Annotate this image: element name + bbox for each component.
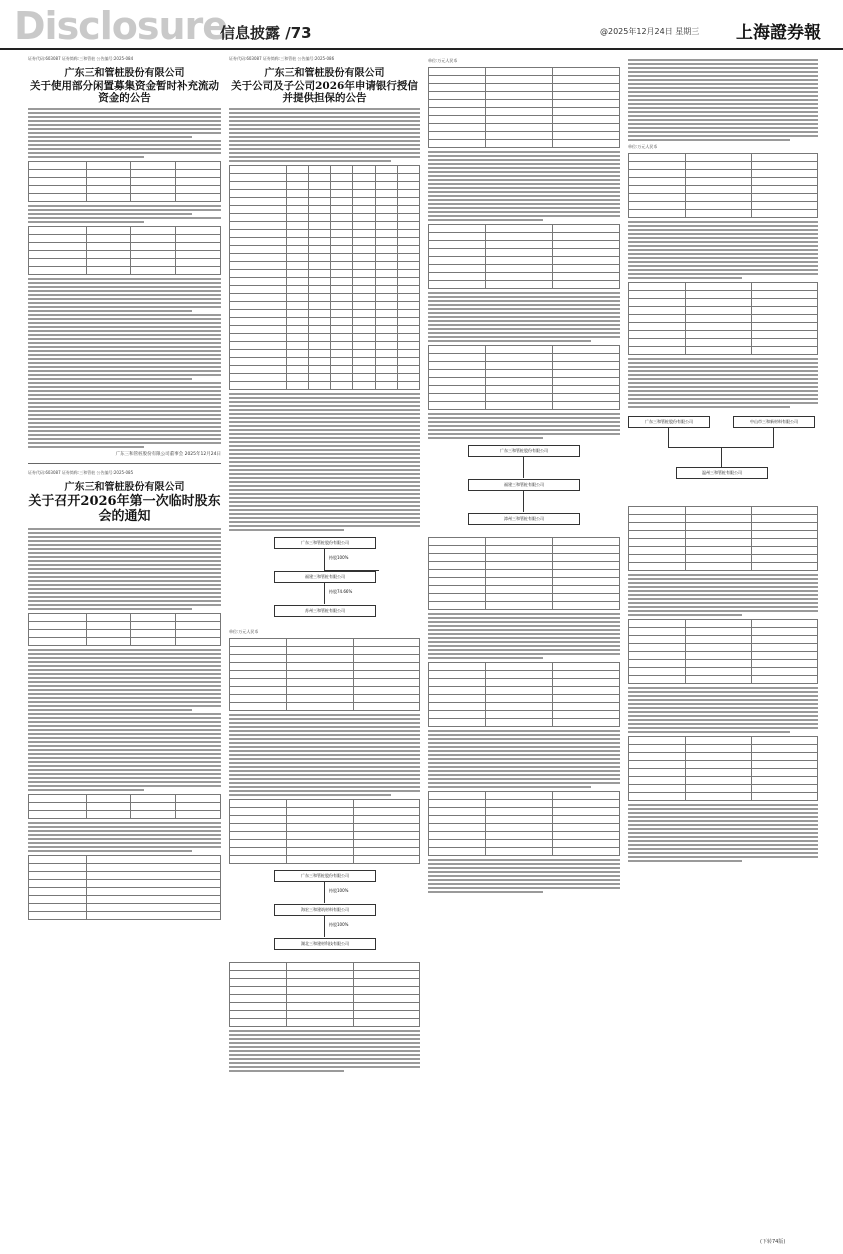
body-text — [28, 205, 221, 223]
body-text — [28, 822, 221, 852]
financial-table — [428, 224, 620, 289]
unit-label: 单位:万元人民币 — [428, 58, 458, 63]
notice-title: 关于召开2026年第一次临时股东会的通知 — [28, 494, 221, 524]
org-parent: 广东三和管桩股份有限公司 — [274, 870, 376, 882]
body-text — [229, 714, 420, 796]
column-4 — [628, 56, 818, 1241]
body-text — [28, 649, 221, 791]
unit-label: 单位:万元人民币 — [229, 629, 259, 634]
body-text — [428, 292, 620, 342]
body-text — [229, 108, 420, 162]
notice-company: 广东三和管桩股份有限公司 — [64, 68, 185, 79]
newspaper-name: 上海證券報 — [736, 23, 821, 43]
masthead — [0, 0, 843, 50]
body-text — [628, 358, 818, 408]
financial-table — [628, 506, 818, 571]
financial-table — [628, 736, 818, 801]
body-text — [428, 730, 620, 788]
body-text — [628, 59, 818, 141]
financial-table — [628, 153, 818, 218]
notice-company: 广东三和管桩股份有限公司 — [64, 482, 185, 493]
org-parent: 中山市三和新材料有限公司 — [733, 416, 815, 428]
org-parent: 广东三和管桩股份有限公司 — [628, 416, 710, 428]
body-text — [628, 574, 818, 616]
org-subsidiary: 温州三和管桩有限公司 — [676, 467, 768, 479]
financial-table — [428, 345, 620, 410]
financial-table — [628, 619, 818, 684]
body-text — [28, 528, 221, 610]
guarantee-table — [229, 165, 420, 390]
org-parent: 广东三和管桩股份有限公司 — [274, 537, 376, 549]
data-table — [28, 226, 221, 275]
issue-date: @2025年12月24日 星期三 — [600, 27, 700, 36]
unit-label: 单位:万元人民币 — [628, 144, 658, 149]
org-subsidiary: 苏州三和管桩有限公司 — [274, 605, 376, 617]
section-brand: Disclosure — [14, 4, 228, 48]
org-subsidiary: 海宏三和建筑材料有限公司 — [274, 904, 376, 916]
notice-meta: 证券代码:603087 证券简称:三和管桩 公告编号:2025-085 — [28, 470, 134, 475]
body-text — [628, 687, 818, 733]
data-table — [28, 613, 221, 646]
financial-table — [229, 962, 420, 1027]
equity-structure-diagram — [229, 535, 420, 625]
financial-table — [428, 791, 620, 856]
section-title: 信息披露 /73 — [220, 24, 312, 42]
column-3 — [428, 56, 620, 1241]
org-parent: 广东三和管桩股份有限公司 — [468, 445, 580, 457]
column-1 — [28, 56, 221, 1241]
financial-table — [229, 638, 420, 711]
body-text — [229, 393, 420, 531]
data-table — [28, 855, 221, 920]
body-text — [28, 108, 221, 158]
notice-meta: 证券代码:603087 证券简称:三和管桩 公告编号:2025-086 — [229, 56, 335, 61]
body-text — [428, 613, 620, 659]
notice-company: 广东三和管桩股份有限公司 — [264, 68, 385, 79]
body-text — [28, 278, 221, 448]
data-table — [28, 794, 221, 819]
body-text — [428, 151, 620, 221]
holding-pct: 持股100% — [329, 922, 349, 927]
body-text — [229, 1030, 420, 1072]
equity-structure-diagram — [628, 412, 818, 502]
column-2 — [229, 56, 420, 1241]
org-subsidiary: 福建三和管桩有限公司 — [468, 479, 580, 491]
financial-table — [628, 282, 818, 355]
body-text — [628, 804, 818, 862]
continuation-note: (下转74版) — [760, 1239, 786, 1245]
org-subsidiary: 漳州三和管桩有限公司 — [468, 513, 580, 525]
holding-pct: 持股74.66% — [329, 589, 353, 594]
notice-meta: 证券代码:603087 证券简称:三和管桩 公告编号:2025-084 — [28, 56, 134, 61]
equity-structure-diagram — [428, 443, 620, 533]
notice-title: 关于公司及子公司2026年申请银行授信并提供担保的公告 — [231, 80, 418, 104]
financial-table — [428, 67, 620, 148]
org-subsidiary: 湖北三和建材科技有限公司 — [274, 938, 376, 950]
body-text — [428, 413, 620, 439]
financial-table — [229, 799, 420, 864]
body-text — [628, 221, 818, 279]
equity-structure-diagram — [229, 868, 420, 958]
org-subsidiary: 福建三和管桩有限公司 — [274, 571, 376, 583]
notice-title: 关于使用部分闲置募集资金暂时补充流动资金的公告 — [30, 80, 219, 104]
body-text — [428, 859, 620, 893]
financial-table — [428, 662, 620, 727]
data-table — [28, 161, 221, 202]
holding-pct: 持股100% — [329, 888, 349, 893]
signoff: 广东三和管桩股份有限公司董事会 2025年12月24日 — [115, 452, 221, 457]
financial-table — [428, 537, 620, 610]
holding-pct: 持股100% — [329, 555, 349, 560]
